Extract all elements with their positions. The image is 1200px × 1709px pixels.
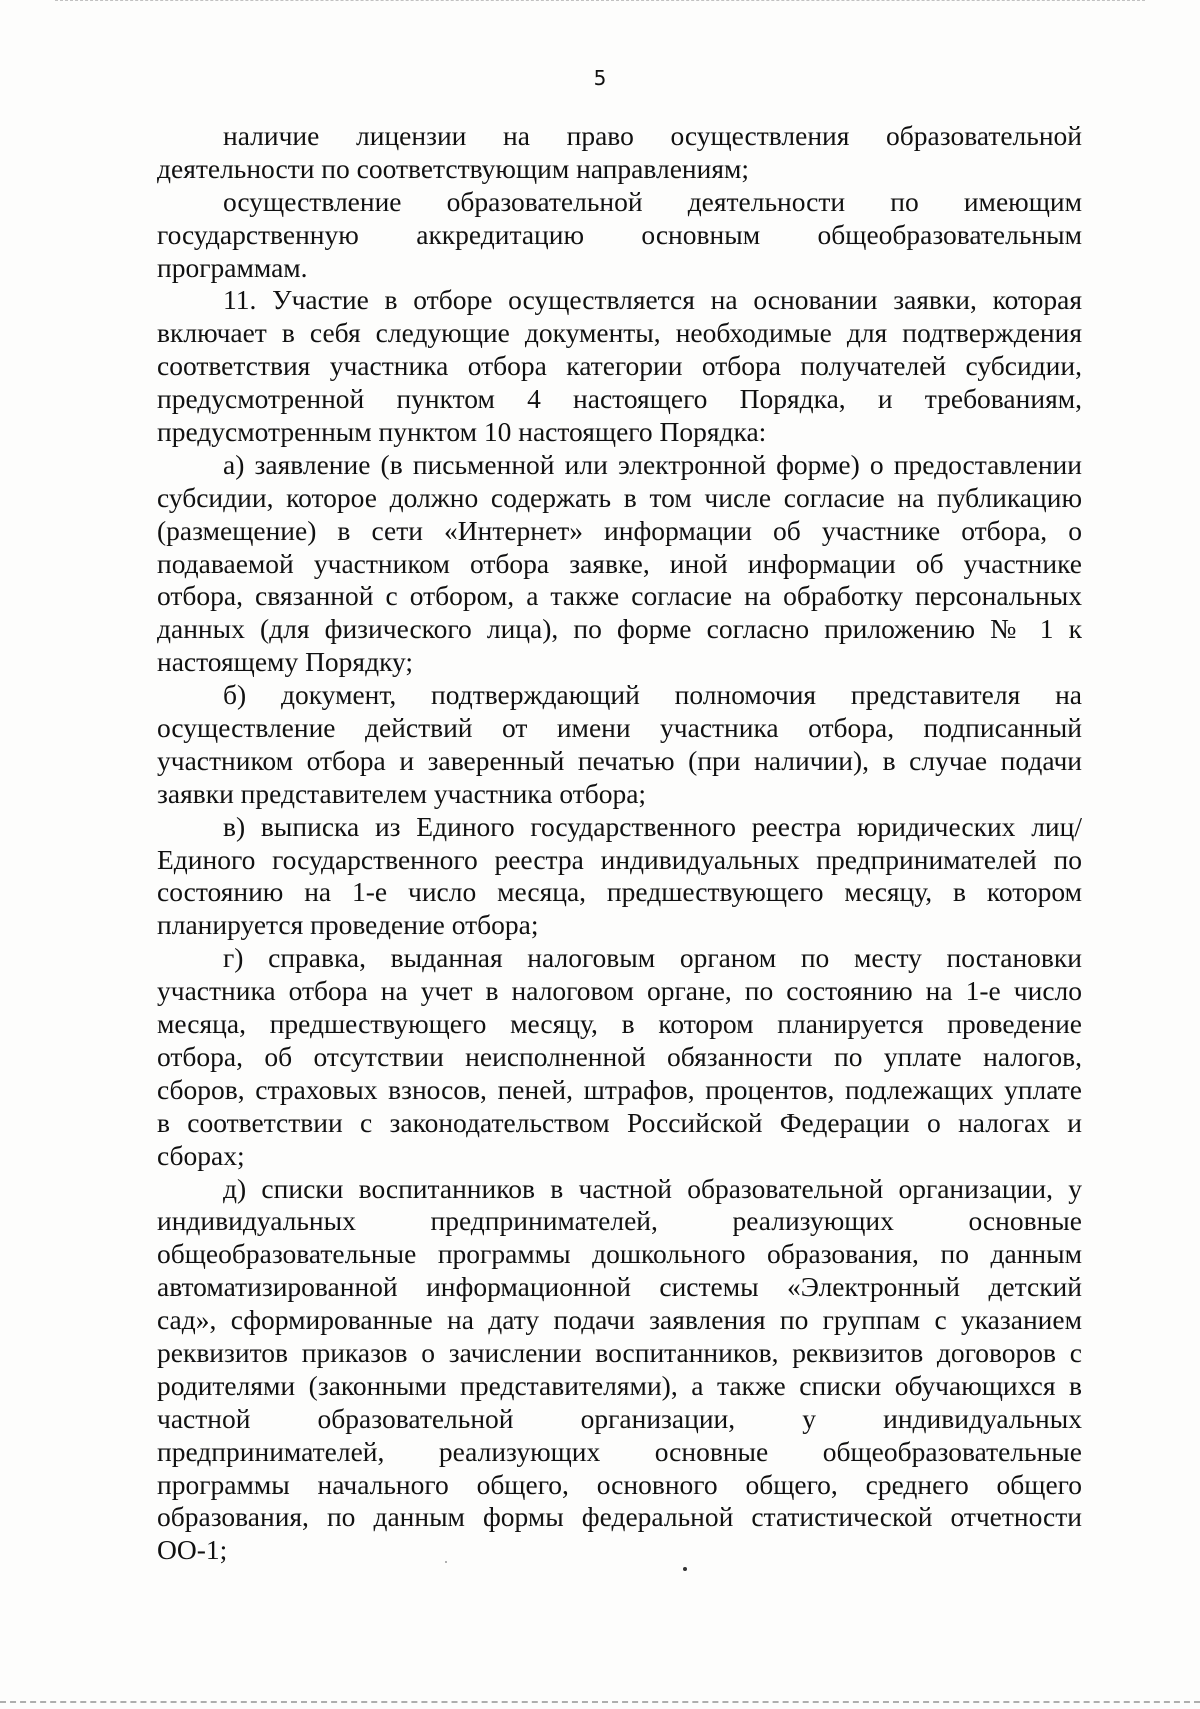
text-line: г) справка, выданная налоговым органом по месту постановки: [223, 942, 1082, 974]
text-line: участником отбора и заверенный печатью (при наличии), в случае подачи: [157, 744, 1082, 776]
document-body: [157, 120, 1082, 1567]
text-line: деятельности по соответствующим направлениям;: [157, 152, 750, 184]
text-line: а) заявление (в письменной или электронной форме) о предоставлении: [223, 448, 1082, 480]
text-line: в) выписка из Единого государственного реестра юридических лиц/: [223, 810, 1082, 842]
page-number: 5: [593, 66, 607, 90]
text-line: отбора, об отсутствии неисполненной обязанности по уплате налогов,: [157, 1040, 1082, 1072]
scan-speck: [683, 1567, 687, 1571]
text-line: реквизитов приказов о зачислении воспитанников, реквизитов договоров с: [157, 1336, 1082, 1368]
text-line: 11. Участие в отборе осуществляется на основании заявки, которая: [223, 284, 1082, 316]
text-line: участника отбора на учет в налоговом органе, по состоянию на 1-е число: [157, 975, 1082, 1007]
text-line: родителями (законными представителями), а также списки обучающихся в: [157, 1369, 1082, 1401]
text-line: б) документ, подтверждающий полномочия представителя на: [223, 679, 1082, 711]
text-line: осуществление действий от имени участника отбора, подписанный: [157, 712, 1082, 744]
text-line: автоматизированной информационной системы «Электронный детский: [157, 1271, 1082, 1303]
text-line: программы начального общего, основного общего, среднего общего: [157, 1468, 1082, 1500]
text-line: сад», сформированные на дату подачи заявления по группам с указанием: [157, 1304, 1082, 1336]
text-line: осуществление образовательной деятельности по имеющим: [223, 185, 1082, 217]
text-line: сборов, страховых взносов, пеней, штрафов, процентов, подлежащих уплате: [157, 1073, 1082, 1105]
text-line: отбора, связанной с отбором, а также согласие на обработку персональных: [157, 580, 1082, 612]
text-line: настоящему Порядку;: [157, 646, 414, 678]
text-line: соответствия участника отбора категории отбора получателей субсидии,: [157, 350, 1082, 382]
text-line: включает в себя следующие документы, необходимые для подтверждения: [157, 317, 1082, 349]
text-line: данных (для физического лица), по форме согласно приложению № 1 к: [157, 613, 1082, 645]
text-line: д) списки воспитанников в частной образовательной организации, у: [223, 1172, 1082, 1204]
text-line: частной образовательной организации, у индивидуальных: [157, 1402, 1082, 1434]
text-line: состоянию на 1-е число месяца, предшествующего месяцу, в котором: [157, 876, 1082, 908]
text-line: планируется проведение отбора;: [157, 909, 539, 941]
scan-edge-bottom: [0, 1701, 1200, 1703]
text-line: предпринимателей, реализующих основные общеобразовательные: [157, 1435, 1082, 1467]
text-line: сборах;: [157, 1139, 245, 1171]
scan-speck: [445, 1561, 447, 1563]
text-line: Единого государственного реестра индивидуальных предпринимателей по: [157, 843, 1082, 875]
text-line: месяца, предшествующего месяцу, в котором планируется проведение: [157, 1008, 1082, 1040]
text-line: государственную аккредитацию основным общеобразовательным: [157, 218, 1082, 250]
scan-edge-top: [55, 0, 1145, 1]
text-line: образования, по данным формы федеральной статистической отчетности: [157, 1501, 1082, 1533]
text-line: подаваемой участником отбора заявке, иной информации об участнике: [157, 547, 1082, 579]
text-line: программам.: [157, 251, 308, 283]
text-line: предусмотренным пунктом 10 настоящего Порядка:: [157, 416, 767, 448]
text-line: общеобразовательные программы дошкольного образования, по данным: [157, 1238, 1082, 1270]
text-line: индивидуальных предпринимателей, реализующих основные: [157, 1205, 1082, 1237]
text-line: в соответствии с законодательством Российской Федерации о налогах и: [157, 1106, 1082, 1138]
text-line: субсидии, которое должно содержать в том числе согласие на публикацию: [157, 481, 1082, 513]
text-line: заявки представителем участника отбора;: [157, 777, 647, 809]
text-line: наличие лицензии на право осуществления образовательной: [223, 120, 1082, 151]
text-line: предусмотренной пунктом 4 настоящего Порядка, и требованиям,: [157, 383, 1082, 415]
text-line: ОО-1;: [157, 1534, 228, 1566]
text-line: (размещение) в сети «Интернет» информации об участнике отбора, о: [157, 514, 1082, 546]
